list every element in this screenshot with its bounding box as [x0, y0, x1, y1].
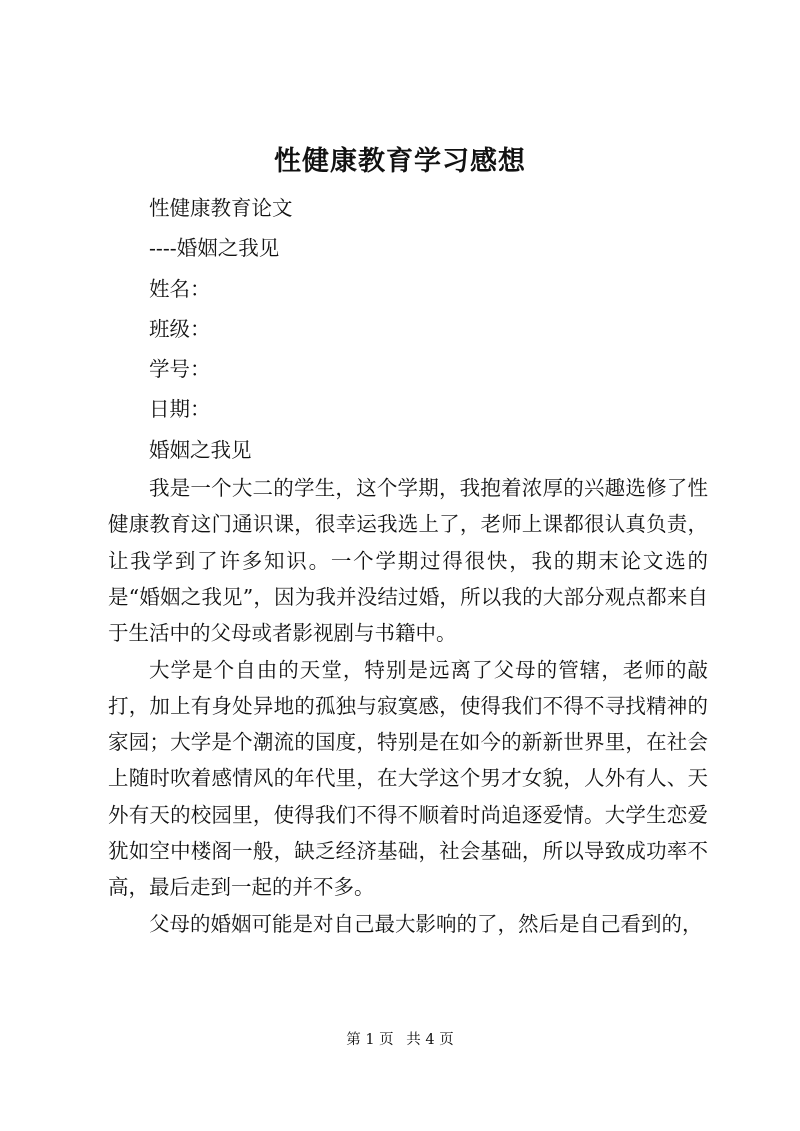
- class-field-label: 班级：: [149, 316, 211, 341]
- page-total: 共 4 页: [406, 1032, 454, 1048]
- subtitle-line: ----婚姻之我见: [149, 236, 280, 261]
- paragraph-3: 父母的婚姻可能是对自己最大影响的了，然后是自己看到的，: [149, 911, 703, 936]
- student-id-field-label: 学号：: [149, 357, 211, 382]
- essay-heading: 婚姻之我见: [149, 437, 252, 462]
- name-field-label: 姓名：: [149, 276, 211, 301]
- page-footer: [0, 1030, 800, 1050]
- page-number: 第 1 页: [346, 1032, 394, 1048]
- paragraph-2: 大学是个自由的天堂，特别是远离了父母的管辖，老师的敲打，加上有身处异地的孤独与寂寞感，使得我们不得不寻找精神的家园；大学是个潮流的国度，特别是在如今的新新世界里，在社会上随时吹着感情风的年代里，在大学这个男才女貌，人外有人、天外有天的校园里，使得我们不得不顺着时尚追逐爱情。大学生恋爱犹如空中楼阁一般，缺乏经济基础，社会基础，所以导致成功率不高，最后走到一起的并不多。: [108, 657, 708, 900]
- document-body: [108, 188, 708, 942]
- subject-line: 性健康教育论文: [149, 196, 293, 220]
- paragraph-1: 我是一个大二的学生，这个学期，我抱着浓厚的兴趣选修了性健康教育这门通识课，很幸运我选上了，老师上课都很认真负责，让我学到了许多知识。一个学期过得很快，我的期末论文选的是“婚姻之我见”，因为我并没结过婚，所以我的大部分观点都来自于生活中的父母或者影视剧与书籍中。: [108, 476, 708, 646]
- date-field-label: 日期：: [149, 397, 211, 422]
- document-title: 性健康教育学习感想: [274, 146, 526, 177]
